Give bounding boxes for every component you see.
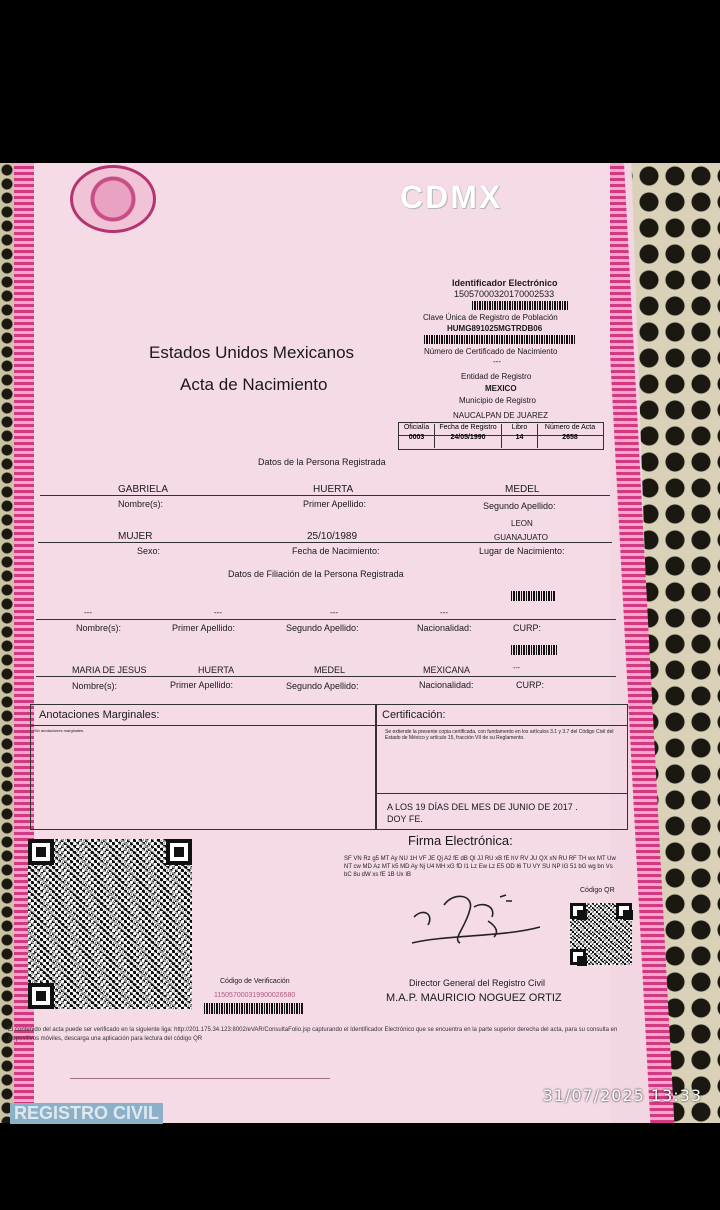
father-nombre: --- — [84, 608, 92, 617]
birth-certificate — [0, 163, 720, 1123]
verification-barcode — [204, 1003, 304, 1014]
registry-value-fecha: 24/05/1990 — [450, 434, 486, 441]
certification-doy-fe: DOY FE. — [387, 814, 423, 824]
mother-primer-apellido: HUERTA — [198, 665, 235, 675]
father-primer-label: Primer Apellido: — [172, 623, 236, 633]
curp-value: HUMG891025MGTRDB06 — [447, 324, 543, 333]
photo-timestamp: 31/07/2025 13:33 — [542, 1086, 702, 1105]
mother-primer-label: Primer Apellido: — [170, 680, 234, 690]
person-nombre: GABRIELA — [118, 484, 169, 495]
mother-segundo-label: Segundo Apellido: — [286, 681, 359, 691]
curp-barcode — [424, 335, 576, 344]
person-sexo: MUJER — [118, 531, 153, 542]
registry-value-libro: 14 — [515, 434, 524, 441]
identifier-label: Identificador Electrónico — [452, 278, 558, 288]
cdmx-logo: CDMX — [400, 179, 503, 215]
curp-label: Clave Única de Registro de Población — [423, 313, 558, 322]
certification-date-divider — [377, 793, 627, 794]
fecha-label: Fecha de Nacimiento: — [292, 546, 380, 556]
registry-cell-fecha — [435, 424, 502, 448]
main-qr-code-icon — [28, 839, 192, 1009]
annotations-box — [30, 704, 376, 830]
filiation-section-title: Datos de Filiación de la Persona Registrada — [228, 569, 404, 579]
qr-finder-icon — [616, 903, 632, 919]
registry-value-acta: 2658 — [562, 434, 578, 441]
registry-value-oficialia: 0003 — [408, 434, 425, 441]
certification-box — [376, 704, 628, 830]
certification-text: Se extiende la presente copia certificada, con fundamento en los artículos 3.1 y 3.7 del Código Civil del Estado de México y artículo 15, fracción VII de su Reglamento. — [385, 729, 614, 741]
footer-note: El contenido del acta puede ser verificado en la siguiente liga: http://201.175.34.123:8002/eVAR/ConsultaFolio.jsp capturando el Identificador Electrónico que se encuentra en la parte superior derecha del acta, para su consulta en dispositivos móviles, descarga una aplicación para lectura del código QR — [8, 1027, 618, 1042]
father-segundo-label: Segundo Apellido: — [286, 623, 359, 633]
nombre-label: Nombre(s): — [118, 499, 164, 509]
qr-finder-icon — [570, 903, 586, 919]
annotations-text: Sin anotaciones marginales. — [34, 728, 85, 733]
municipio-label: Municipio de Registro — [459, 396, 536, 405]
father-curp-label: CURP: — [513, 623, 542, 633]
qr-finder-icon — [28, 983, 54, 1009]
registry-header-acta: Número de Acta — [544, 424, 596, 431]
signature-title: Firma Electrónica: — [408, 833, 513, 848]
handwritten-signature-icon — [404, 887, 554, 953]
qr-finder-icon — [28, 839, 54, 865]
sexo-label: Sexo: — [137, 546, 161, 556]
qr-finder-icon — [570, 949, 586, 965]
mother-curp-barcode — [511, 645, 557, 655]
document-title: Acta de Nacimiento — [180, 375, 328, 394]
registry-header-fecha: Fecha de Registro — [439, 424, 497, 431]
mother-nombre: MARIA DE JESUS — [72, 665, 147, 675]
annotations-title: Anotaciones Marginales: — [39, 709, 160, 721]
registry-header-libro: Libro — [511, 424, 528, 431]
qr-label: Código QR — [580, 887, 615, 894]
person-line-1 — [40, 495, 610, 496]
mother-nacionalidad-label: Nacionalidad: — [419, 680, 474, 690]
certificate-label: Número de Certificado de Nacimiento — [424, 347, 558, 356]
entidad-value: MEXICO — [485, 384, 517, 393]
certification-divider — [377, 725, 627, 726]
registry-table — [398, 422, 604, 450]
lugar-line-1: LEON — [511, 519, 533, 528]
lugar-label: Lugar de Nacimiento: — [479, 546, 565, 556]
registry-header-oficialia: Oficialía — [403, 424, 430, 431]
segundo-apellido-label: Segundo Apellido: — [483, 501, 556, 511]
verification-label: Código de Verificación — [220, 978, 290, 985]
director-name: M.A.P. MAURICIO NOGUEZ ORTIZ — [386, 992, 562, 1004]
father-primer-apellido: --- — [214, 608, 222, 617]
registro-civil-label: REGISTRO CIVIL — [10, 1103, 163, 1124]
mother-curp: --- — [513, 665, 520, 672]
person-segundo-apellido: MEDEL — [505, 484, 540, 495]
person-fecha-nacimiento: 25/10/1989 — [307, 531, 358, 542]
certificate-value: --- — [493, 357, 501, 366]
annotations-divider — [31, 725, 375, 726]
municipio-value: NAUCALPAN DE JUAREZ — [453, 411, 548, 420]
identifier-barcode — [472, 301, 568, 310]
mother-nacionalidad: MEXICANA — [423, 665, 471, 675]
father-curp-barcode — [511, 591, 555, 601]
mother-nombre-label: Nombre(s): — [72, 681, 118, 691]
footer-line — [70, 1078, 330, 1079]
country-title: Estados Unidos Mexicanos — [149, 343, 355, 362]
qr-finder-icon — [166, 839, 192, 865]
father-nacionalidad: --- — [440, 608, 448, 617]
father-line — [36, 619, 616, 620]
primer-apellido-label: Primer Apellido: — [303, 499, 367, 509]
national-seal-icon — [70, 165, 156, 233]
signature-hash: SF VN Rz g5 MT Ay NU 1H VF JE Qj A2 fE dB Ql JJ RU xB fE hV RV JU QX xN RU RF TH wx MT Uw NT cw MD Az MT k5 MD Ay Nj U4 MH xG fD I1 Lz Ew Lz E5 OD I6 TU VY SU NP IG 51 bG wg bn Vs bC 8u dW xs fE 1B Ux IB — [344, 856, 616, 878]
mother-line — [36, 676, 616, 677]
identifier-value: 15057000320170002533 — [454, 289, 555, 299]
verification-code: 115057000319900026580 — [214, 992, 296, 999]
certification-title: Certificación: — [382, 709, 446, 721]
mother-curp-label: CURP: — [516, 680, 545, 690]
lugar-line-2: GUANAJUATO — [494, 533, 548, 542]
registry-cell-libro — [502, 424, 538, 448]
small-qr-code-icon — [570, 903, 632, 965]
person-line-2 — [38, 542, 612, 543]
entidad-label: Entidad de Registro — [461, 372, 532, 381]
mother-segundo-apellido: MEDEL — [314, 665, 346, 675]
person-primer-apellido: HUERTA — [313, 484, 354, 495]
father-nombre-label: Nombre(s): — [76, 623, 122, 633]
person-section-title: Datos de la Persona Registrada — [258, 457, 386, 467]
registry-cell-oficialia — [399, 424, 435, 448]
director-title: Director General del Registro Civil — [409, 978, 546, 988]
father-nacionalidad-label: Nacionalidad: — [417, 623, 472, 633]
registry-cell-acta — [538, 424, 602, 448]
father-segundo-apellido: --- — [330, 608, 338, 617]
certification-date: A LOS 19 DÍAS DEL MES DE JUNIO DE 2017 . — [387, 802, 578, 812]
